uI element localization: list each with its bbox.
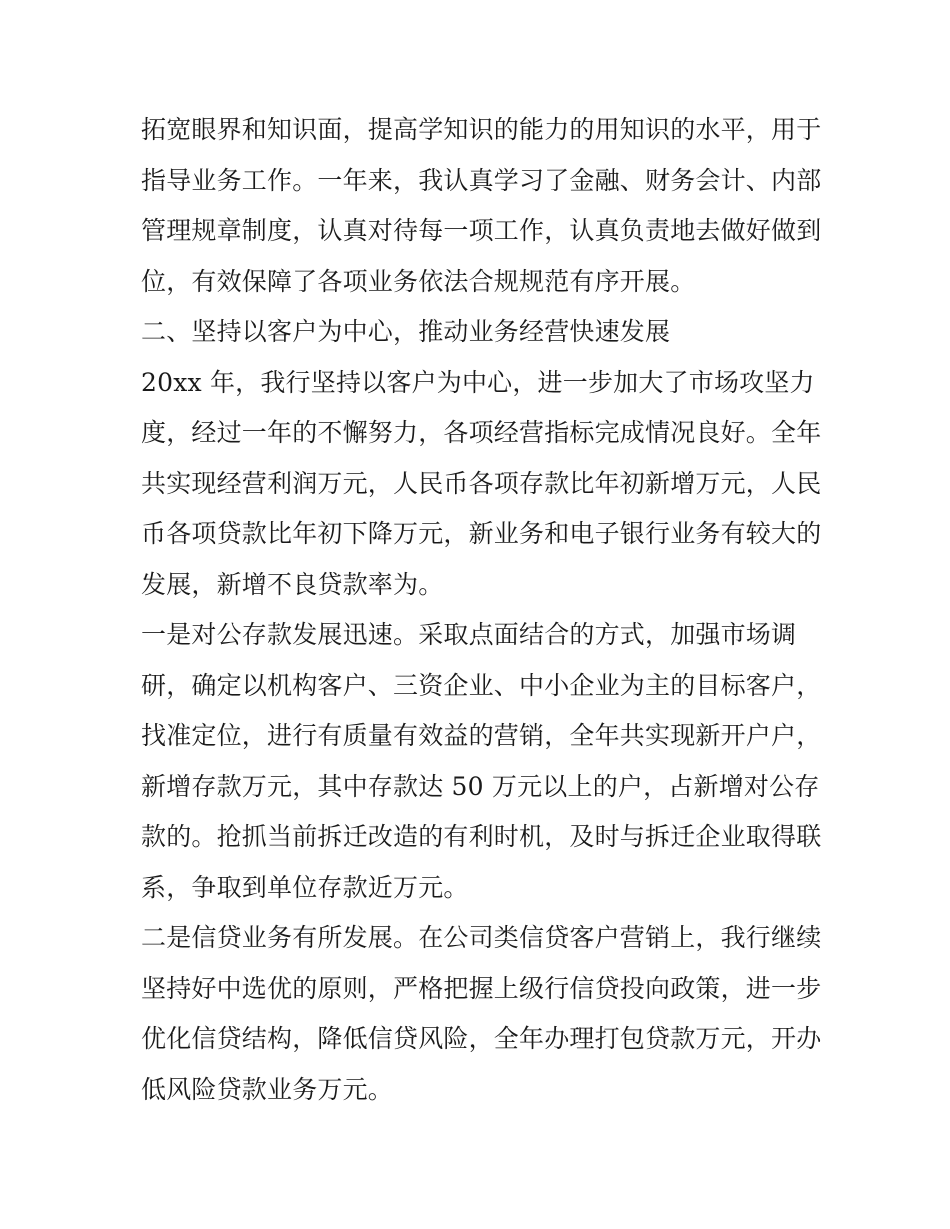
text-line: 位，有效保障了各项业务依法合规规范有序开展。 bbox=[141, 266, 696, 296]
section-heading: 二、坚持以客户为中心，推动业务经营快速发展 bbox=[141, 317, 671, 346]
text-line: 20xx 年，我行坚持以客户为中心，进一步加大了市场攻坚力 bbox=[141, 367, 815, 397]
document-body bbox=[141, 105, 821, 1115]
text-line: 度，经过一年的不懈努力，各项经营指标完成情况良好。全年 bbox=[141, 418, 822, 447]
text-line: 共实现经营利润万元，人民币各项存款比年初新增万元，人民 bbox=[141, 468, 822, 498]
text-line: 低风险贷款业务万元。 bbox=[141, 1074, 394, 1104]
text-line: 二是信贷业务有所发展。在公司类信贷客户营销上，我行继续 bbox=[141, 923, 822, 952]
text-line: 发展，新增不良贷款率为。 bbox=[141, 569, 444, 599]
text-line: 指导业务工作。一年来，我认真学习了金融、财务会计、内部 bbox=[141, 165, 822, 195]
text-line: 优化信贷结构，降低信贷风险，全年办理打包贷款万元，开办 bbox=[141, 1024, 822, 1053]
text-line: 一是对公存款发展迅速。采取点面结合的方式，加强市场调 bbox=[141, 620, 797, 649]
text-line: 币各项贷款比年初下降万元，新业务和电子银行业务有较大的 bbox=[141, 519, 822, 548]
text-line: 管理规章制度，认真对待每一项工作，认真负责地去做好做到 bbox=[141, 216, 822, 245]
text-line: 系，争取到单位存款近万元。 bbox=[141, 872, 469, 902]
text-line: 款的。抢抓当前拆迁改造的有利时机，及时与拆迁企业取得联 bbox=[141, 822, 822, 851]
text-line: 新增存款万元，其中存款达 50 万元以上的户，占新增对公存 bbox=[141, 771, 820, 801]
text-line: 拓宽眼界和知识面，提高学知识的能力的用知识的水平，用于 bbox=[141, 115, 822, 144]
text-line: 研，确定以机构客户、三资企业、中小企业为主的目标客户， bbox=[141, 670, 822, 700]
text-line: 坚持好中选优的原则，严格把握上级行信贷投向政策，进一步 bbox=[141, 973, 822, 1003]
text-line: 找准定位，进行有质量有效益的营销，全年共实现新开户户， bbox=[141, 721, 822, 750]
